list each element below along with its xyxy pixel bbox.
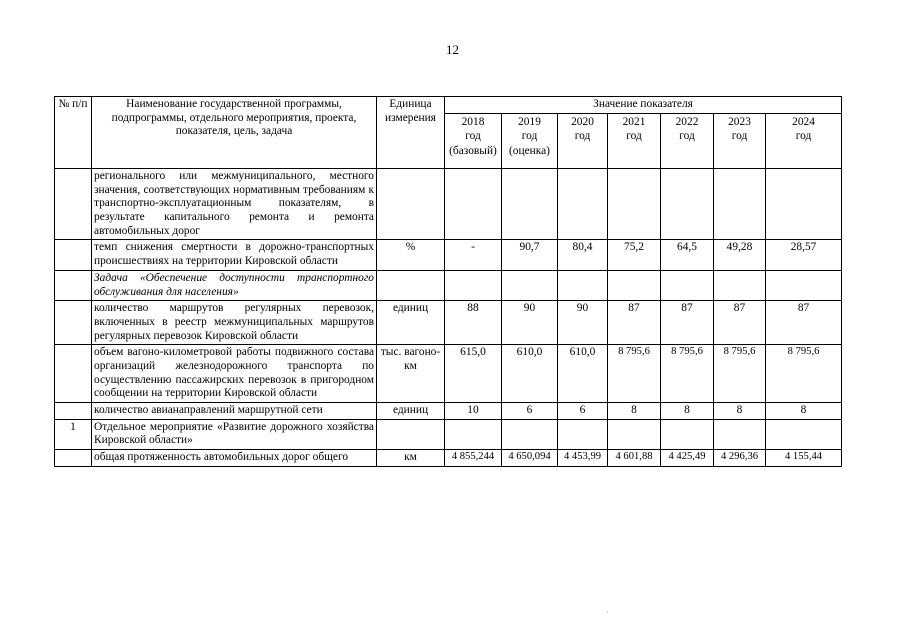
indicator-value-2019: 90 (502, 301, 558, 345)
indicator-value-2020 (558, 169, 608, 240)
indicator-value-2023: 4 296,36 (714, 450, 766, 467)
table-row (55, 270, 842, 300)
header-year-sub2: (базовый) (449, 144, 497, 157)
row-number (55, 169, 92, 240)
indicator-value-2024: 8 (766, 403, 842, 420)
header-year-2023 (714, 114, 766, 169)
indicator-value-2019: 610,0 (502, 345, 558, 403)
indicator-value-2021 (608, 169, 661, 240)
header-year-2022 (661, 114, 714, 169)
indicator-value-2022 (661, 169, 714, 240)
header-year-year: 2020 (571, 116, 594, 128)
indicator-value-2019: 90,7 (502, 240, 558, 270)
indicator-value-2020 (558, 270, 608, 300)
row-number (55, 345, 92, 403)
indicator-value-2021: 87 (608, 301, 661, 345)
header-year-year: 2022 (675, 116, 699, 128)
indicator-unit: км (377, 450, 445, 467)
indicator-value-2018: - (445, 240, 502, 270)
indicator-unit: единиц (377, 301, 445, 345)
header-year-sub1: год (521, 130, 538, 143)
indicator-value-2024: 8 795,6 (766, 345, 842, 403)
indicator-value-2020: 90 (558, 301, 608, 345)
indicator-value-2020: 80,4 (558, 240, 608, 270)
indicator-value-2022 (661, 270, 714, 300)
header-unit: Единица измерения (377, 97, 445, 169)
indicator-value-2018 (445, 270, 502, 300)
indicator-value-2022: 64,5 (661, 240, 714, 270)
indicator-name: Задача «Обеспечение доступности транспортного обслуживания для населения» (92, 270, 377, 300)
indicator-value-2020 (558, 419, 608, 449)
header-year-2018 (445, 114, 502, 169)
header-year-sub1: год (679, 130, 695, 143)
indicator-name: Отдельное мероприятие «Развитие дорожного хозяйства Кировской области» (92, 419, 377, 449)
header-year-2021 (608, 114, 661, 169)
indicator-value-2018: 4 855,244 (445, 450, 502, 467)
header-name: Наименование государственной программы, подпрограммы, отдельного мероприятия, проекта, показателя, цель, задача (92, 97, 377, 169)
header-values: Значение показателя (445, 97, 842, 114)
header-year-year: 2018 (461, 116, 485, 128)
indicator-value-2022: 4 425,49 (661, 450, 714, 467)
indicator-table (54, 96, 842, 467)
indicator-value-2019 (502, 169, 558, 240)
indicator-value-2022 (661, 419, 714, 449)
indicator-unit: единиц (377, 403, 445, 420)
header-year-year: 2024 (792, 116, 815, 128)
table-row (55, 169, 842, 240)
indicator-value-2018: 10 (445, 403, 502, 420)
header-year-year: 2021 (622, 116, 646, 128)
header-year-sub1: год (574, 130, 591, 143)
indicator-name: количество авианаправлений маршрутной сети (92, 403, 377, 420)
indicator-value-2023 (714, 169, 766, 240)
indicator-value-2024 (766, 169, 842, 240)
indicator-name: количество маршрутов регулярных перевозок, включенных в реестр межмуниципальных маршрутов регулярных перевозок Кировской области (92, 301, 377, 345)
header-year-year: 2019 (518, 116, 541, 128)
row-number (55, 270, 92, 300)
indicator-value-2021 (608, 419, 661, 449)
header-year-2019 (502, 114, 558, 169)
indicator-value-2024 (766, 270, 842, 300)
indicator-value-2021: 75,2 (608, 240, 661, 270)
page-number: 12 (446, 42, 459, 57)
indicator-value-2021: 8 795,6 (608, 345, 661, 403)
indicator-unit (377, 270, 445, 300)
indicator-value-2018: 615,0 (445, 345, 502, 403)
table-row (55, 450, 842, 467)
table-row (55, 403, 842, 420)
indicator-value-2021 (608, 270, 661, 300)
row-number (55, 403, 92, 420)
indicator-name: регионального или межмуниципального, местного значения, соответствующих нормативным требованиям к транспортно-эксплуатационным показателям, в результате капитального ремонта и ремонта автомобильных дорог (92, 169, 377, 240)
table-row (55, 419, 842, 449)
scan-mark: · (606, 608, 609, 617)
indicator-value-2021: 4 601,88 (608, 450, 661, 467)
indicator-value-2023: 49,28 (714, 240, 766, 270)
header-num: № п/п (55, 97, 92, 169)
indicator-value-2023: 8 795,6 (714, 345, 766, 403)
header-year-year: 2023 (728, 116, 751, 128)
indicator-value-2020: 610,0 (558, 345, 608, 403)
table-row (55, 345, 842, 403)
row-number: 1 (55, 419, 92, 449)
indicator-value-2021: 8 (608, 403, 661, 420)
indicator-value-2023 (714, 270, 766, 300)
header-year-sub2: (оценка) (509, 144, 550, 157)
indicator-value-2018 (445, 419, 502, 449)
table-row (55, 240, 842, 270)
indicator-unit: % (377, 240, 445, 270)
indicator-value-2024: 87 (766, 301, 842, 345)
table-row (55, 301, 842, 345)
row-number (55, 301, 92, 345)
indicator-name: темп снижения смертности в дорожно-транспортных происшествиях на территории Кировской области (92, 240, 377, 270)
indicator-value-2020: 6 (558, 403, 608, 420)
indicator-value-2023: 87 (714, 301, 766, 345)
header-year-sub1: год (795, 130, 812, 143)
header-year-sub1: год (465, 130, 481, 143)
header-year-2020 (558, 114, 608, 169)
indicator-value-2024 (766, 419, 842, 449)
indicator-name: объем вагоно-километровой работы подвижного состава организаций железнодорожного транспорта по осуществлению пассажирских перевозок в пригородном сообщении на территории Кировской области (92, 345, 377, 403)
indicator-value-2019 (502, 270, 558, 300)
indicator-value-2022: 87 (661, 301, 714, 345)
indicator-value-2022: 8 (661, 403, 714, 420)
indicator-value-2019: 6 (502, 403, 558, 420)
indicator-value-2018: 88 (445, 301, 502, 345)
indicator-value-2024: 28,57 (766, 240, 842, 270)
indicator-value-2023 (714, 419, 766, 449)
indicator-value-2022: 8 795,6 (661, 345, 714, 403)
indicator-value-2019 (502, 419, 558, 449)
indicator-value-2024: 4 155,44 (766, 450, 842, 467)
indicator-unit (377, 169, 445, 240)
indicator-value-2018 (445, 169, 502, 240)
indicator-name: общая протяженность автомобильных дорог общего (92, 450, 377, 467)
indicator-value-2023: 8 (714, 403, 766, 420)
indicator-unit: тыс. вагоно-км (377, 345, 445, 403)
indicator-unit (377, 419, 445, 449)
indicator-value-2019: 4 650,094 (502, 450, 558, 467)
header-year-2024 (766, 114, 842, 169)
row-number (55, 450, 92, 467)
indicator-value-2020: 4 453,99 (558, 450, 608, 467)
header-year-sub1: год (626, 130, 642, 143)
header-year-sub1: год (731, 130, 748, 143)
row-number (55, 240, 92, 270)
